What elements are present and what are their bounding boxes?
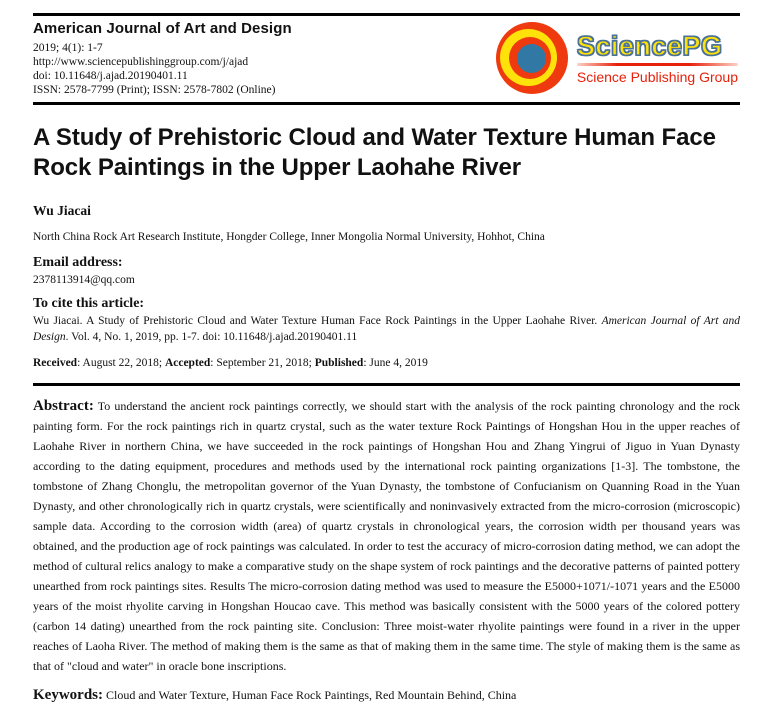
abstract-paragraph bbox=[33, 396, 740, 676]
paper-page bbox=[0, 13, 768, 702]
citation-main: Wu Jiacai. A Study of Prehistoric Cloud and Water Texture Human Face Rock Paintings in the Upper Laohahe River. bbox=[33, 315, 602, 327]
logo-wordmark: SciencePG bbox=[576, 31, 723, 61]
journal-issue: 2019; 4(1): 1-7 bbox=[33, 42, 103, 54]
journal-doi: doi: 10.11648/j.ajad.20190401.11 bbox=[33, 70, 188, 82]
logo-divider bbox=[577, 63, 738, 66]
keywords-text: Cloud and Water Texture, Human Face Rock Paintings, Red Mountain Behind, China bbox=[103, 688, 517, 702]
keywords-heading: Keywords: bbox=[33, 687, 103, 702]
accepted-label: Accepted bbox=[164, 357, 211, 369]
logo-tagline: Science Publishing Group bbox=[576, 69, 738, 85]
abstract-text: To understand the ancient rock paintings correctly, we should start with the analysis of the rock painting chronology and the rock painting form. For the rock paintings rich in quartz crystal, such as the water texture Rock Paintings of Hongshan Hou in the upper reaches of Laohahe River in northern China, we have succeeded in the rock paintings of Hongshan Hou and Zhang Yingrui of Jiguo in Yuan Dynasty according to the dating equipment, procedures and methods used by the international rock painting organizations [1-3]. The tombstone, the tombstone of Zhang Chonglu, the metropolitan governor of the Yuan Dynasty, the tombstone of Confucianism on Quanning Road in the Yuan Dynasty, and other chronologically rich in quartz crystals, were scientifically and noninvasively extracted from the micro-corrosion (microscopic) sample data. According to the corrosion width (area) of quartz crystals in chronological years, the corrosion width per thousand years was obtained, and the production age of rock paintings was calculated. In order to test the accuracy of micro-corrosion dating method, we can adopt the method of cultural relics analogy to make a comparative study on the shape system of rock paintings and the decorative patterns of painted pottery unearthed from rock paintings sites. Results The micro-corrosion dating method was used to measure the E5000+1071/-1071 years and the E5000 years of the moist rhyolite carving in Hongshan Houcao cave. This method was basically consistent with the 5000 years of the colored pottery (carbon 14 dating) unearthed from the rock painting site. Conclusion: Three moist-water rhyolite paintings were found in a river in the upper reaches of Laoha River. The method of making them is the same as that of making them in the same time. The style of making them is the same as that of "cloud and water" in oracle bone inscriptions. bbox=[33, 399, 740, 673]
accepted-value: : September 21, 2018; bbox=[210, 357, 315, 369]
article-title: A Study of Prehistoric Cloud and Water Texture Human Face Rock Paintings in the Upper Laohahe River bbox=[33, 124, 716, 181]
logo-text-column bbox=[577, 31, 738, 85]
header-rule bbox=[33, 102, 740, 105]
abstract-heading: Abstract: bbox=[33, 398, 94, 414]
author-name: Wu Jiacai bbox=[33, 203, 91, 218]
journal-masthead bbox=[33, 20, 740, 97]
journal-info bbox=[33, 20, 292, 97]
publisher-logo bbox=[496, 22, 738, 94]
cite-heading: To cite this article: bbox=[33, 296, 145, 311]
journal-url: http://www.sciencepublishinggroup.com/j/ajad bbox=[33, 56, 249, 68]
email-heading: Email address: bbox=[33, 255, 123, 270]
email-address: 2378113914@qq.com bbox=[33, 274, 135, 286]
journal-issn: ISSN: 2578-7799 (Print); ISSN: 2578-7802 (Online) bbox=[33, 84, 276, 96]
published-label: Published bbox=[314, 357, 364, 369]
published-value: : June 4, 2019 bbox=[363, 357, 428, 369]
received-value: : August 22, 2018; bbox=[77, 357, 165, 369]
author-affiliation: North China Rock Art Research Institute, Hongder College, Inner Mongolia Normal University, Hohhot, China bbox=[33, 231, 545, 243]
top-rule bbox=[33, 13, 740, 16]
dates-line bbox=[33, 356, 740, 371]
citation-tail: . Vol. 4, No. 1, 2019, pp. 1-7. doi: 10.11648/j.ajad.20190401.11 bbox=[65, 330, 358, 343]
section-rule bbox=[33, 383, 740, 386]
keywords-paragraph bbox=[33, 686, 740, 702]
citation-text bbox=[33, 314, 740, 345]
logo-center-dot bbox=[517, 44, 546, 73]
sciencepg-logo-icon bbox=[496, 22, 568, 94]
received-label: Received bbox=[33, 357, 78, 369]
citation-journal-italic: American Journal of Art and Design bbox=[33, 315, 740, 343]
journal-name: American Journal of Art and Design bbox=[33, 20, 292, 37]
